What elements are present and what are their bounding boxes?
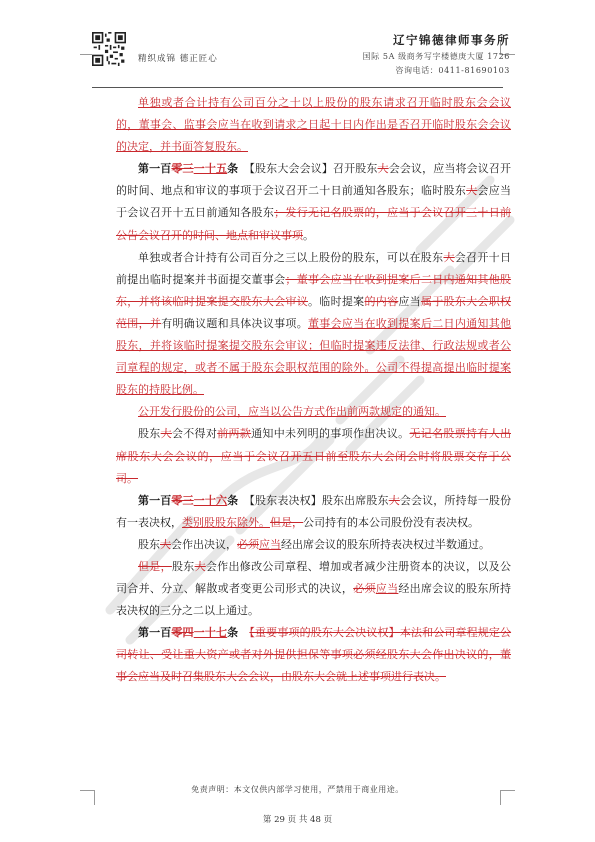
article-115: 第一百零三一十五条 【股东大会会议】召开股东大会会议，应当将会议召开的时间、地点和审议的事项于会议召开二十日前通知各股东；临时股东大会应当于会议召开十五日前通知各股东；发行无记名股票的，应当于会议召开三十日前公告会议召开的时间、地点和审议事项。: [116, 162, 512, 242]
firm-phone: 咨询电话：0411-81690103: [395, 66, 510, 75]
header-divider: [92, 87, 503, 88]
page-number: 第 29 页 共 48 页: [262, 815, 333, 825]
paragraph-shareholder-request: 单独或者合计持有公司百分之十以上股份的股东请求召开临时股东会会议的，董事会、监事会应当在收到请求之日起十日内作出是否召开临时股东会会议的决定，并书面答复股东。: [116, 96, 511, 154]
paragraph-majority-vote: 股东大会作出决议，必须应当经出席会议的股东所持表决权过半数通过。: [138, 537, 490, 551]
firm-info: [363, 32, 510, 76]
paragraph-no-resolution: 股东大会不得对前两款通知中未列明的事项作出决议。无记名股票持有人出席股东大会会议的，应当于会议召开五日前至股东大会闭会时将股票交存于公司。: [116, 427, 511, 485]
article-116: 第一百零三一十六条 【股东表决权】股东出席股东大会会议，所持每一股份有一表决权，类别股股东除外。但是，公司持有的本公司股份没有表决权。: [116, 493, 512, 529]
page-header: [92, 32, 510, 86]
article-number: 第一百零三一十六条: [138, 493, 239, 507]
article-title: 【股东大会会议】: [249, 162, 333, 176]
paragraph-interim-proposal: 单独或者合计持有公司百分之三以上股份的股东，可以在股东大会召开十日前提出临时提案并书面提交董事会；董事会应当在收到提案后二日内通知其他股东，并将该临时提案提交股东大会审议。临时提案的内容应当属于股东大会职权范围，并有明确议题和具体决议事项。董事会应当在收到提案后二日内通知其他股东，并将该临时提案提交股东会审议；但临时提案违反法律、行政法规或者公司章程的规定，或者不属于股东会职权范围的除外。公司不得提高提出临时提案股东的持股比例。: [116, 250, 512, 397]
article-117: 第一百零四一十七条 【重要事项的股东大会决议权】本法和公司章程规定公司转让、受让重大资产或者对外提供担保等事项必须经股东大会作出决议的，董事会应当及时召集股东大会会议，由股东大会就上述事项进行表决。: [116, 626, 512, 684]
document-body: [116, 92, 511, 689]
firm-address: 国际 5A 级商务写字楼德庚大厦 1726: [362, 52, 510, 61]
paragraph-special-resolution: 但是，股东大会作出修改公司章程、增加或者减少注册资本的决议，以及公司合并、分立、解散或者变更公司形式的决议，必须应当经出席会议的股东所持表决权的三分之二以上通过。: [116, 559, 512, 618]
firm-slogan: 精织成锦 德正匠心: [138, 54, 218, 64]
article-number: 第一百零四一十七条: [138, 626, 239, 640]
paragraph-public-notice: 公开发行股份的公司，应当以公告方式作出前两款规定的通知。: [138, 405, 446, 419]
firm-name: 辽宁锦德律师事务所: [393, 33, 510, 47]
article-number: 第一百零三一十五条: [138, 162, 239, 176]
article-title: 【股东表决权】: [249, 493, 322, 507]
qr-code-icon: [92, 32, 126, 66]
disclaimer: 免责声明：本文仅供内部学习使用，严禁用于商业用途。: [191, 785, 404, 794]
